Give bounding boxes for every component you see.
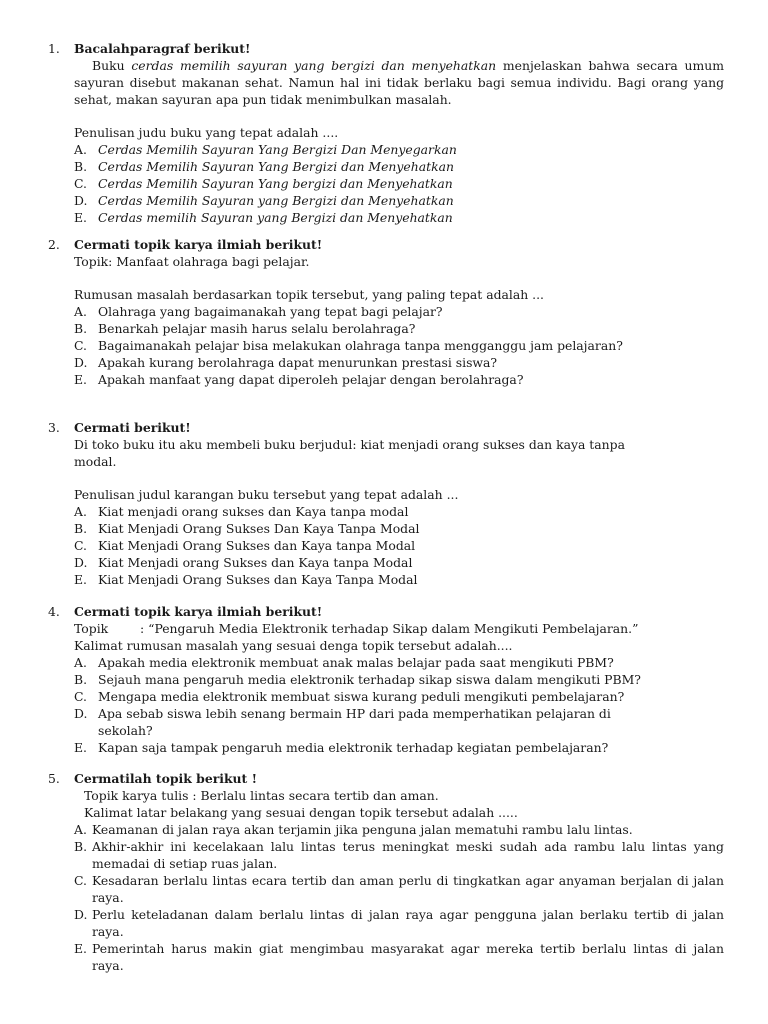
answer-option: B. Akhir-akhir ini kecelakaan lalu lintas terus meningkat meski sudah ada rambu lalu lintas yang memadai di setiap ruas jalan. <box>74 839 724 871</box>
question-title: Cermati berikut! <box>74 420 191 435</box>
question-4 <box>0 603 768 756</box>
question-prompt: Penulisan judul karangan buku tersebut yang tepat adalah ... <box>74 487 459 502</box>
answer-option: C. Cerdas Memilih Sayuran Yang bergizi dan Menyehatkan <box>74 176 453 191</box>
question-title: Cermati topik karya ilmiah berikut! <box>74 604 323 619</box>
question-5 <box>0 770 768 974</box>
answer-option: D. Apa sebab siswa lebih senang bermain HP dari pada memperhatikan pelajaran di sekolah? <box>74 706 611 738</box>
answer-option: C. Bagaimanakah pelajar bisa melakukan olahraga tanpa mengganggu jam pelajaran? <box>74 338 623 353</box>
question-topic: Topik karya tulis : Berlalu lintas secara tertib dan aman. <box>84 788 439 803</box>
question-title: Cermatilah topik berikut ! <box>74 771 258 786</box>
answer-option: D. Perlu keteladanan dalam berlalu lintas di jalan raya agar pengguna jalan berlaku tertib di jalan raya. <box>74 907 724 939</box>
question-topic: Topik: Manfaat olahraga bagi pelajar. <box>74 254 310 269</box>
question-number: 4. <box>48 604 60 619</box>
answer-option: C. Mengapa media elektronik membuat siswa kurang peduli mengikuti pembelajaran? <box>74 689 625 704</box>
question-paragraph: Di toko buku itu aku membeli buku berjudul: kiat menjadi orang sukses dan kaya tanpa modal. <box>74 437 625 469</box>
question-number: 1. <box>48 41 60 56</box>
question-number: 3. <box>48 420 60 435</box>
answer-option: E. Pemerintah harus makin giat mengimbau masyarakat agar mereka tertib berlalu lintas di jalan raya. <box>74 941 724 973</box>
answer-option: A. Olahraga yang bagaimanakah yang tepat bagi pelajar? <box>74 304 443 319</box>
question-title: Bacalahparagraf berikut! <box>74 41 251 56</box>
answer-option: B. Cerdas Memilih Sayuran Yang Bergizi dan Menyehatkan <box>74 159 454 174</box>
answer-option: A. Cerdas Memilih Sayuran Yang Bergizi Dan Menyegarkan <box>74 142 457 157</box>
question-2 <box>0 236 768 388</box>
answer-option: A. Kiat menjadi orang sukses dan Kaya tanpa modal <box>74 504 409 519</box>
question-topic: Topik : “Pengaruh Media Elektronik terhadap Sikap dalam Mengikuti Pembelajaran.” <box>74 621 639 636</box>
answer-option: E. Kiat Menjadi Orang Sukses dan Kaya Tanpa Modal <box>74 572 418 587</box>
question-prompt: Rumusan masalah berdasarkan topik tersebut, yang paling tepat adalah ... <box>74 287 544 302</box>
question-1 <box>0 40 768 226</box>
answer-option: D. Kiat Menjadi orang Sukses dan Kaya tanpa Modal <box>74 555 413 570</box>
answer-option: B. Kiat Menjadi Orang Sukses Dan Kaya Tanpa Modal <box>74 521 420 536</box>
answer-option: D. Cerdas Memilih Sayuran yang Bergizi dan Menyehatkan <box>74 193 454 208</box>
answer-option: E. Kapan saja tampak pengaruh media elektronik terhadap kegiatan pembelajaran? <box>74 740 609 755</box>
question-paragraph: Buku cerdas memilih sayuran yang bergizi dan menyehatkan menjelaskan bahwa secara umum sayuran disebut makanan sehat. Namun hal ini tidak berlaku bagi semua individu. Bagi orang yang sehat, makan sayuran apa pun tidak menimbulkan masalah. <box>74 58 725 107</box>
answer-option: A. Apakah media elektronik membuat anak malas belajar pada saat mengikuti PBM? <box>74 655 614 670</box>
question-number: 2. <box>48 237 60 252</box>
question-title: Cermati topik karya ilmiah berikut! <box>74 237 323 252</box>
answer-option: B. Sejauh mana pengaruh media elektronik terhadap sikap siswa dalam mengikuti PBM? <box>74 672 641 687</box>
question-prompt: Kalimat rumusan masalah yang sesuai denga topik tersebut adalah.... <box>74 638 513 653</box>
answer-option: E. Apakah manfaat yang dapat diperoleh pelajar dengan berolahraga? <box>74 372 524 387</box>
answer-option: E. Cerdas memilih Sayuran yang Bergizi dan Menyehatkan <box>74 210 453 225</box>
answer-option: C. Kiat Menjadi Orang Sukses dan Kaya tanpa Modal <box>74 538 416 553</box>
answer-option: D. Apakah kurang berolahraga dapat menurunkan prestasi siswa? <box>74 355 498 370</box>
question-3 <box>0 419 768 588</box>
question-prompt: Kalimat latar belakang yang sesuai dengan topik tersebut adalah ..... <box>84 805 518 820</box>
question-prompt: Penulisan judu buku yang tepat adalah .... <box>74 125 339 140</box>
question-number: 5. <box>48 771 60 786</box>
answer-option: C. Kesadaran berlalu lintas ecara tertib dan aman perlu di tingkatkan agar anyaman berjalan di jalan raya. <box>74 873 724 905</box>
answer-option: B. Benarkah pelajar masih harus selalu berolahraga? <box>74 321 416 336</box>
answer-option: A. Keamanan di jalan raya akan terjamin jika penguna jalan mematuhi rambu lalu lintas. <box>74 822 633 837</box>
